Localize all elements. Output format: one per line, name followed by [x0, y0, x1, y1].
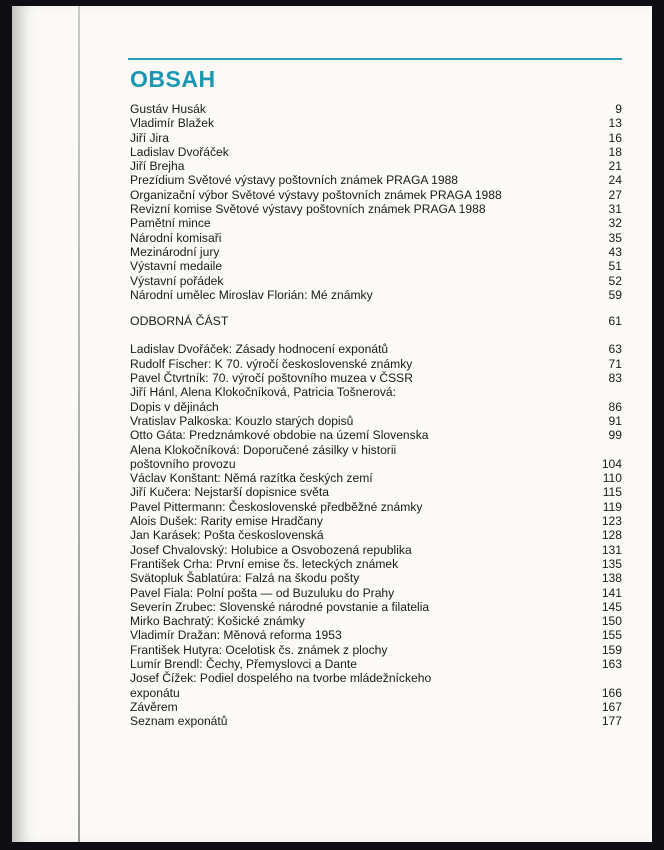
- toc-article: [130, 428, 622, 442]
- toc-entry-title: Svätopluk Šablatúra: Falzá na škodu pošty: [130, 571, 360, 586]
- toc-entry-title: František Hutyra: Ocelotisk čs. známek z plochy: [130, 642, 388, 657]
- toc-page-number: 115: [602, 485, 622, 500]
- toc-page-number: 16: [608, 130, 622, 145]
- toc-article: [130, 700, 622, 714]
- toc-page-number: 135: [601, 556, 622, 571]
- toc-article: [130, 485, 622, 499]
- toc-article: [130, 528, 622, 542]
- toc-entry: [130, 245, 622, 259]
- toc-article: [130, 671, 622, 700]
- toc-article: [130, 385, 622, 414]
- toc-page-number: 83: [608, 371, 622, 386]
- toc-entry: [130, 102, 622, 116]
- toc-page-number: 31: [608, 202, 622, 217]
- toc-entry-title: Václav Konštant: Němá razítka českých zemí: [130, 471, 373, 486]
- toc-entry-title: Josef Chvalovský: Holubice a Osvobozená republika: [130, 542, 412, 557]
- toc-entry-title: Pavel Pittermann: Československé předběžné známky: [130, 499, 423, 514]
- toc-entry-title: Otto Gáta: Predznámkové obdobie na území Slovenska: [130, 428, 429, 443]
- toc-page-number: 52: [608, 273, 622, 288]
- page-title: OBSAH: [130, 66, 216, 92]
- book-page: [12, 6, 652, 842]
- toc-entry-title: Ladislav Dvořáček: [130, 144, 229, 159]
- toc-article: [130, 571, 622, 585]
- toc-page-number: 35: [608, 230, 622, 245]
- toc-entry-title: Pavel Čtvrtník: 70. výročí poštovního muzea v ČSSR: [130, 371, 413, 386]
- toc-entry-title: Jiří Jira: [130, 130, 169, 145]
- toc-article: [130, 371, 622, 385]
- toc-page-number: 21: [608, 159, 622, 174]
- toc-entry-title: Pavel Fiala: Polní pošta — od Buzuluku do Prahy: [130, 585, 395, 600]
- toc-article: [130, 643, 622, 657]
- toc-page-number: 138: [601, 571, 622, 586]
- toc-article: [130, 414, 622, 428]
- toc-entry-title: Národní komisaři: [130, 230, 222, 245]
- toc-entry: [130, 188, 622, 202]
- toc-entry-title: Vladimír Dražan: Měnová reforma 1953: [130, 628, 342, 643]
- toc-page-number: 167: [601, 699, 622, 714]
- toc-page-number: 71: [608, 356, 622, 371]
- toc-entry: [130, 131, 622, 145]
- toc-entry-title: Revizní komise Světové výstavy poštovních známek PRAGA 1988: [130, 202, 486, 217]
- toc-entry-title: Josef Čížek: Podiel dospelého na tvorbe mládežníckeho exponátu: [130, 671, 432, 700]
- section-title: ODBORNÁ ČÁST: [130, 314, 229, 329]
- toc-page-number: 150: [601, 614, 622, 629]
- toc-page-number: 59: [608, 287, 622, 302]
- table-of-contents: [130, 102, 622, 728]
- toc-entry: [130, 202, 622, 216]
- toc-page-number: 9: [615, 102, 622, 116]
- section-page-number: 61: [608, 314, 622, 329]
- toc-articles: [130, 342, 622, 728]
- toc-page-number: 27: [608, 187, 622, 202]
- toc-article: [130, 628, 622, 642]
- toc-entry: [130, 259, 622, 273]
- toc-entry-title: Organizační výbor Světové výstavy poštovních známek PRAGA 1988: [130, 187, 502, 202]
- toc-entry-title: Jiří Hánl, Alena Klokočníková, Patricia Tošnerová: Dopis v dějinách: [130, 385, 396, 414]
- toc-entry-title: Severín Zrubec: Slovenské národné povstanie a filatelia: [130, 599, 430, 614]
- toc-entries: [130, 102, 622, 302]
- toc-page-number: 110: [602, 471, 622, 486]
- toc-page-number: 51: [608, 259, 622, 274]
- toc-article: [130, 357, 622, 371]
- toc-article: [130, 714, 622, 728]
- toc-article: [130, 500, 622, 514]
- toc-entry: [130, 231, 622, 245]
- toc-entry-title: Alena Klokočníková: Doporučené zásilky v historii poštovního provozu: [130, 442, 397, 471]
- toc-article: [130, 557, 622, 571]
- toc-entry: [130, 274, 622, 288]
- toc-entry-title: Výstavní medaile: [130, 259, 223, 274]
- toc-entry-title: Závěrem: [130, 699, 178, 714]
- toc-page-number: 18: [608, 144, 622, 159]
- toc-page-number: 131: [601, 542, 622, 557]
- toc-entry-title: Ladislav Dvořáček: Zásady hodnocení exponátů: [130, 342, 389, 357]
- toc-page-number: 119: [602, 499, 622, 514]
- toc-page-number: 63: [608, 342, 622, 357]
- toc-article: [130, 514, 622, 528]
- toc-page-number: 24: [608, 173, 622, 188]
- toc-page-number: 99: [608, 428, 622, 443]
- title-rule: [128, 58, 622, 60]
- toc-entry-title: Prezídium Světové výstavy poštovních známek PRAGA 1988: [130, 173, 459, 188]
- toc-entry-title: Pamětní mince: [130, 216, 211, 231]
- toc-article: [130, 543, 622, 557]
- toc-entry-title: Mezinárodní jury: [130, 244, 220, 259]
- toc-entry-title: Jan Karásek: Pošta československá: [130, 528, 324, 543]
- toc-entry: [130, 173, 622, 187]
- toc-page-number: 166: [601, 685, 622, 700]
- toc-article: [130, 600, 622, 614]
- toc-entry-title: Jiří Brejha: [130, 159, 185, 174]
- toc-page-number: 91: [608, 413, 622, 428]
- toc-entry-title: Výstavní pořádek: [130, 273, 224, 288]
- toc-page-number: 163: [601, 656, 622, 671]
- toc-entry-title: Gustáv Husák: [130, 102, 206, 116]
- toc-article: [130, 614, 622, 628]
- toc-page-number: 159: [601, 642, 622, 657]
- toc-entry: [130, 116, 622, 130]
- toc-page-number: 32: [608, 216, 622, 231]
- toc-page-number: 86: [608, 399, 622, 414]
- toc-entry-title: Lumír Brendl: Čechy, Přemyslovci a Dante: [130, 656, 357, 671]
- toc-page-number: 13: [608, 116, 622, 131]
- toc-entry-title: Jiří Kučera: Nejstarší dopisnice světa: [130, 485, 329, 500]
- toc-page-number: 145: [601, 599, 622, 614]
- toc-entry-title: Alois Dušek: Rarity emise Hradčany: [130, 514, 323, 529]
- toc-entry: [130, 216, 622, 230]
- toc-entry-title: Mirko Bachratý: Košické známky: [130, 614, 305, 629]
- toc-entry: [130, 288, 622, 302]
- toc-article: [130, 342, 622, 356]
- toc-entry: [130, 159, 622, 173]
- toc-page-number: 177: [601, 714, 622, 729]
- toc-page-number: 141: [601, 585, 622, 600]
- toc-page-number: 155: [601, 628, 622, 643]
- toc-entry-title: Rudolf Fischer: K 70. výročí československé známky: [130, 356, 413, 371]
- toc-article: [130, 657, 622, 671]
- toc-page-number: 123: [601, 514, 622, 529]
- page-spine-line: [78, 6, 80, 842]
- toc-page-number: 128: [601, 528, 622, 543]
- toc-article: [130, 443, 622, 472]
- toc-entry: [130, 145, 622, 159]
- toc-entry-title: Vladimír Blažek: [130, 116, 215, 131]
- toc-entry-title: Národní umělec Miroslav Florián: Mé známky: [130, 287, 373, 302]
- toc-section-heading: [130, 314, 622, 328]
- toc-entry-title: František Crha: První emise čs. leteckých známek: [130, 556, 399, 571]
- toc-page-number: 43: [608, 244, 622, 259]
- toc-entry-title: Seznam exponátů: [130, 714, 228, 729]
- toc-article: [130, 586, 622, 600]
- toc-article: [130, 471, 622, 485]
- toc-page-number: 104: [601, 456, 622, 471]
- toc-entry-title: Vratislav Palkoska: Kouzlo starých dopisů: [130, 413, 354, 428]
